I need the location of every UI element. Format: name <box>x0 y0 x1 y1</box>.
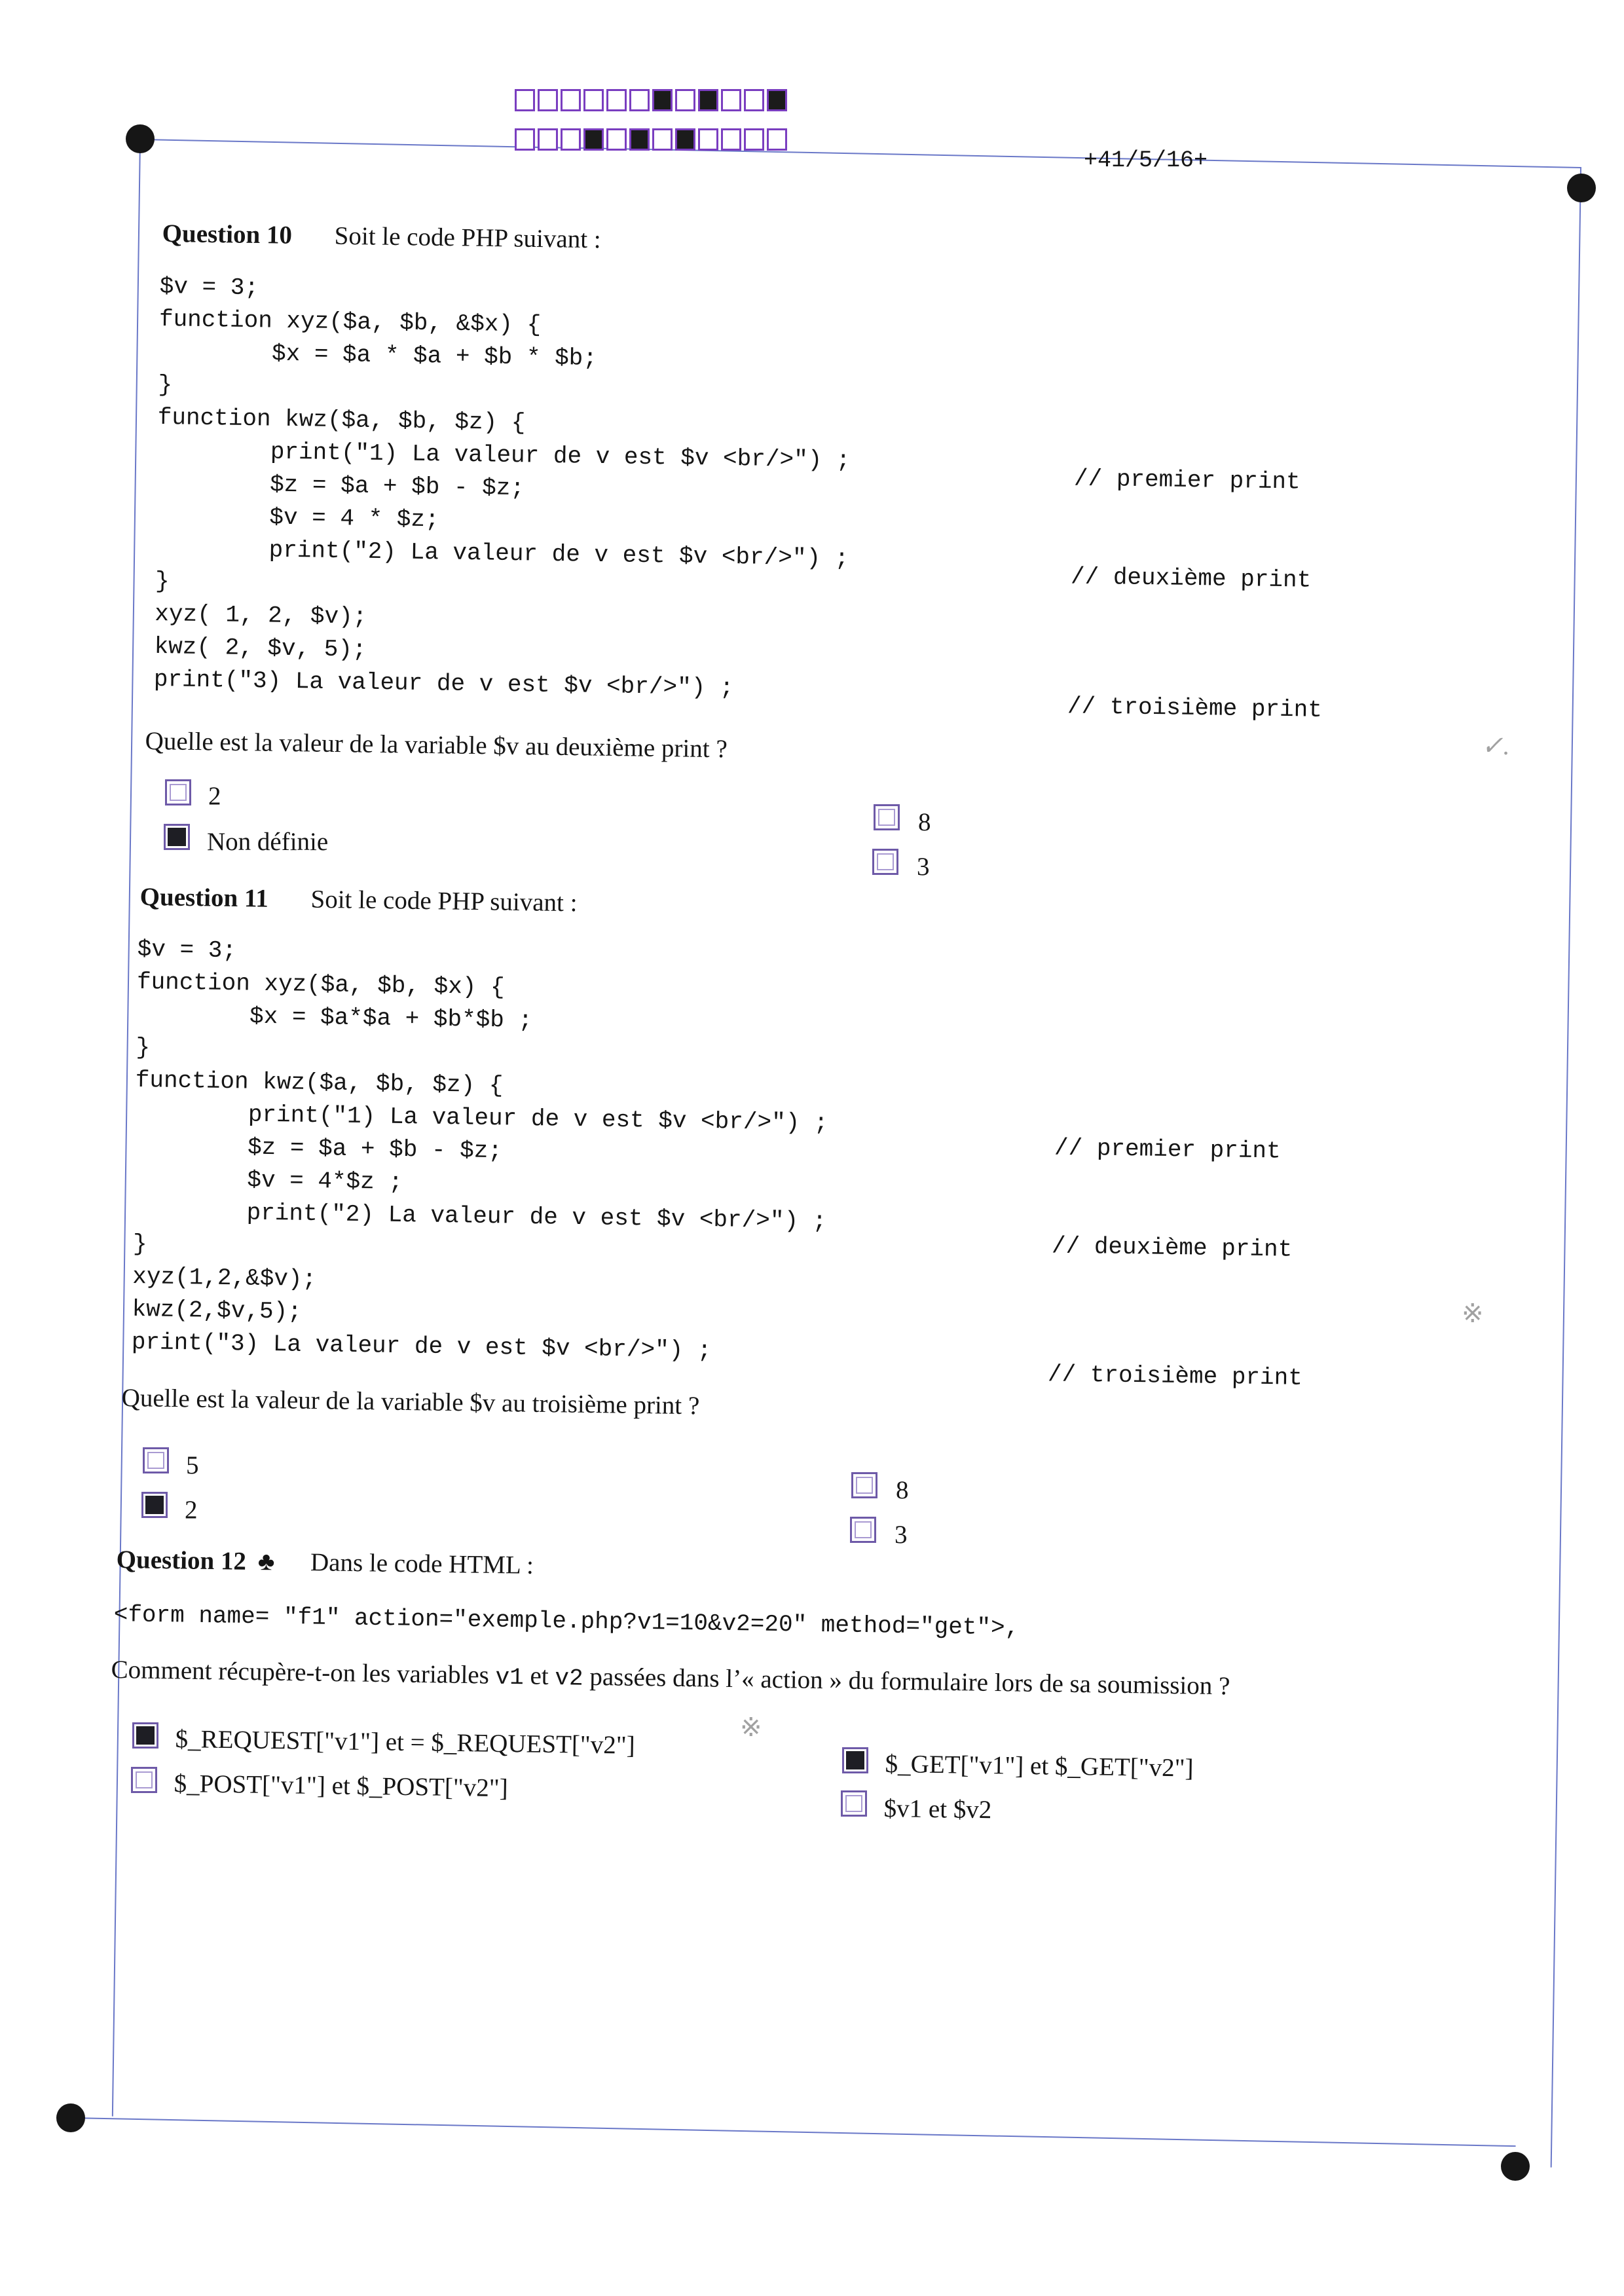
barcode-cell <box>767 128 787 151</box>
code-comment: // deuxième print <box>1070 563 1312 594</box>
answer-checkbox[interactable] <box>842 1747 868 1773</box>
code-line: $x = $a*$a + $b*$b ; <box>136 1001 533 1034</box>
barcode-cell <box>652 128 673 151</box>
answer-checkbox[interactable] <box>851 1472 877 1498</box>
scan-smudge: ✓. <box>1481 731 1510 760</box>
code-line: print("2) La valeur de v est $v <br/>") ; <box>155 534 849 572</box>
question-12-title: Question 12 <box>116 1546 247 1576</box>
answer-label: $_POST["v1"] et $_POST["v2"] <box>174 1769 508 1803</box>
answer-label: 3 <box>895 1521 908 1549</box>
code-line: $v = 4*$z ; <box>134 1164 403 1196</box>
barcode-cell <box>561 128 581 151</box>
code-comment: // troisième print <box>1067 693 1323 724</box>
barcode-row-1 <box>515 89 790 111</box>
barcode-cell <box>629 128 650 151</box>
code-line: $v = 3; <box>159 273 259 302</box>
barcode-cell <box>515 128 535 151</box>
barcode-cell <box>698 89 718 111</box>
answer-label: $v1 et $v2 <box>883 1794 992 1824</box>
frame-top <box>141 139 1581 168</box>
answer-label: 3 <box>917 853 930 881</box>
scan-smudge: ※ <box>740 1713 762 1742</box>
code-line: $z = $a + $b - $z; <box>134 1132 503 1165</box>
barcode-cell <box>583 128 604 151</box>
code-comment: // deuxième print <box>1051 1232 1293 1263</box>
answer-label: 2 <box>208 782 221 810</box>
question-11-header <box>139 884 577 916</box>
answer-checkbox[interactable] <box>872 849 898 875</box>
question-12-code: <form name= "f1" action="exemple.php?v1=10&v2=20" method="get">, <box>113 1601 1020 1642</box>
barcode-cell <box>767 89 787 111</box>
code-line: xyz(1,2,&$v); <box>132 1263 317 1293</box>
question-10-header <box>162 221 600 252</box>
answer-label: 5 <box>186 1451 199 1479</box>
barcode-cell <box>698 128 718 151</box>
question-12-intro: Dans le code HTML : <box>310 1548 534 1580</box>
scan-smudge: ※ <box>1462 1299 1484 1328</box>
club-icon: ♣ <box>257 1547 275 1576</box>
code-line: kwz(2,$v,5); <box>132 1295 303 1325</box>
corner-mark-top-right <box>1567 174 1596 202</box>
answer-checkbox[interactable] <box>850 1517 876 1543</box>
answer-label: 8 <box>896 1476 909 1504</box>
barcode-cell <box>515 89 535 111</box>
barcode-cell <box>744 89 764 111</box>
corner-mark-top-left <box>126 124 155 153</box>
code-line: print("1) La valeur de v est $v <br/>") ; <box>134 1099 828 1137</box>
answer-checkbox[interactable] <box>132 1722 158 1749</box>
page-id: +41/5/16+ <box>1084 147 1208 174</box>
code-line: } <box>132 1230 147 1258</box>
barcode-cell <box>675 128 695 151</box>
code-line: function xyz($a, $b, $x) { <box>136 968 505 1001</box>
question-11-title: Question 11 <box>139 883 269 913</box>
code-line: xyz( 1, 2, $v); <box>155 600 367 631</box>
question-12-text: Comment récupère-t-on les variables v1 et v2 passées dans l’« action » du formulaire lors de sa soumission ? <box>111 1656 1230 1701</box>
code-comment: // premier print <box>1073 465 1301 496</box>
code-line: print("2) La valeur de v est $v <br/>") ; <box>133 1197 827 1235</box>
code-line: function kwz($a, $b, $z) { <box>157 403 526 437</box>
answer-label: $_REQUEST["v1"] et = $_REQUEST["v2"] <box>175 1725 635 1760</box>
code-line: $v = 4 * $z; <box>156 502 439 534</box>
barcode-cell <box>652 89 673 111</box>
answer-checkbox[interactable] <box>164 824 190 850</box>
code-line: } <box>158 371 173 399</box>
code-comment: // troisième print <box>1047 1361 1303 1392</box>
frame-bottom <box>71 2117 1516 2147</box>
var-v2: v2 <box>555 1665 583 1692</box>
code-line: } <box>155 567 170 595</box>
code-line: print("3) La valeur de v est $v <br/>") ; <box>131 1328 712 1365</box>
answer-checkbox[interactable] <box>141 1492 168 1518</box>
answer-checkbox[interactable] <box>131 1767 157 1793</box>
barcode-cell <box>561 89 581 111</box>
answer-label: 8 <box>918 808 931 836</box>
question-11-text: Quelle est la valeur de la variable $v au troisième print ? <box>121 1384 700 1420</box>
question-10-text: Quelle est la valeur de la variable $v au deuxième print ? <box>145 727 728 764</box>
corner-mark-bottom-right <box>1501 2152 1530 2181</box>
barcode-cell <box>538 89 558 111</box>
code-line: $x = $a * $a + $b * $b; <box>158 338 598 372</box>
answer-checkbox[interactable] <box>165 779 191 805</box>
barcode-cell <box>583 89 604 111</box>
code-line: function xyz($a, $b, &$x) { <box>158 305 542 339</box>
code-line: $z = $a + $b - $z; <box>156 469 525 502</box>
code-line: print("1) La valeur de v est $v <br/>") ; <box>157 436 851 474</box>
answer-label: $_GET["v1"] et $_GET["v2"] <box>885 1750 1194 1783</box>
answer-checkbox[interactable] <box>143 1447 169 1473</box>
barcode-row-2 <box>515 128 790 151</box>
code-line: } <box>136 1033 151 1062</box>
barcode-cell <box>721 128 741 151</box>
barcode-cell <box>538 128 558 151</box>
barcode-cell <box>629 89 650 111</box>
code-line: print("3) La valeur de v est $v <br/>") ; <box>153 665 734 702</box>
answer-label: 2 <box>185 1496 198 1524</box>
barcode-cell <box>675 89 695 111</box>
code-line: kwz( 2, $v, 5); <box>154 633 367 663</box>
barcode-cell <box>744 128 764 151</box>
question-12-header <box>116 1547 534 1578</box>
code-comment: // premier print <box>1054 1134 1281 1165</box>
corner-mark-bottom-left <box>56 2103 85 2132</box>
question-10-intro: Soit le code PHP suivant : <box>334 221 601 254</box>
answer-checkbox[interactable] <box>874 804 900 830</box>
question-10-title: Question 10 <box>162 219 293 250</box>
code-line: function kwz($a, $b, $z) { <box>135 1066 504 1100</box>
question-11-intro: Soit le code PHP suivant : <box>310 885 578 917</box>
barcode-cell <box>606 128 627 151</box>
frame-left <box>112 139 141 2117</box>
answer-checkbox[interactable] <box>841 1790 867 1817</box>
barcode-cell <box>606 89 627 111</box>
barcode-cell <box>721 89 741 111</box>
frame-right <box>1551 167 1581 2168</box>
var-v1: v1 <box>495 1663 525 1692</box>
code-line: $v = 3; <box>137 936 237 965</box>
answer-label: Non définie <box>207 828 329 856</box>
